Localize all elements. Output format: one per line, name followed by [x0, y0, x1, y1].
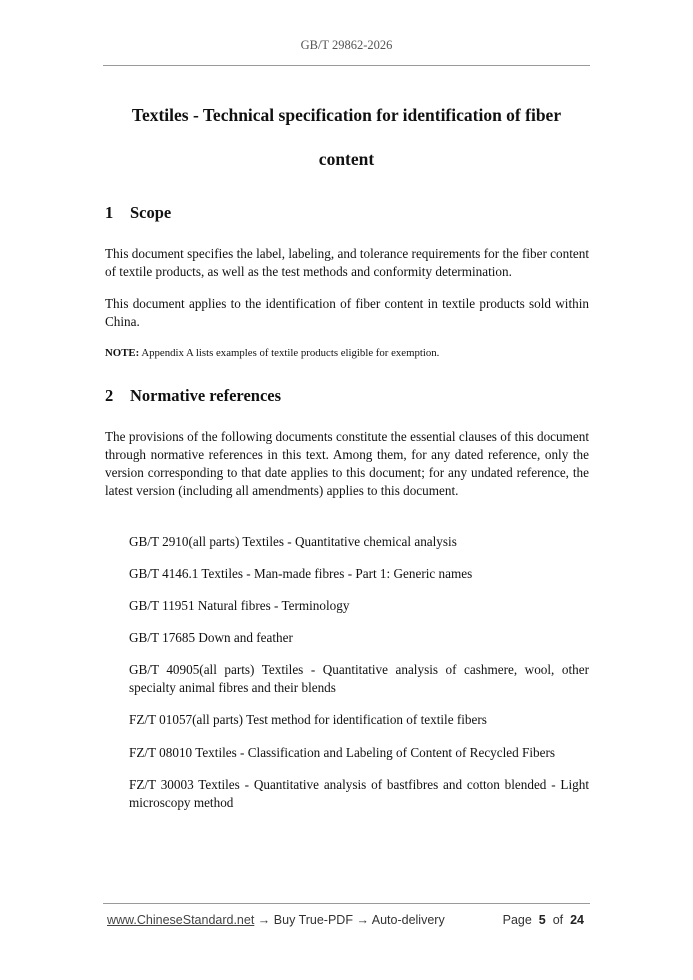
total-pages-number: 24: [570, 913, 584, 927]
reference-item: GB/T 2910(all parts) Textiles - Quantitative chemical analysis: [129, 534, 457, 549]
of-word: of: [552, 913, 564, 927]
reference-item: FZ/T 08010 Textiles - Classification and Labeling of Content of Recycled Fibers: [129, 745, 556, 760]
normative-intro-paragraph: The provisions of the following documents constitute the essential clauses of this document through normative references in this text. Among them, for any dated reference, only the version corresponding to that date applies to this document; for any undated reference, the latest version (including all amendments) applies to this document.: [105, 429, 589, 498]
header-doc-code: GB/T 29862-2026: [300, 38, 393, 52]
note-text: Appendix A lists examples of textile products eligible for exemption.: [141, 347, 440, 359]
note-label: NOTE:: [105, 347, 140, 359]
section-heading-normative-references: [105, 386, 281, 406]
current-page-number: 5: [538, 913, 546, 927]
footer-delivery-text: Auto-delivery: [371, 913, 445, 927]
page-word: Page: [502, 913, 532, 927]
footer-divider: [103, 903, 590, 904]
footer-site-link[interactable]: www.ChineseStandard.net: [107, 913, 255, 927]
scope-note: [105, 346, 589, 360]
reference-item: GB/T 40905(all parts) Textiles - Quantitative analysis of cashmere, wool, other specialty animal fibres and their blends: [129, 662, 589, 695]
reference-item: FZ/T 30003 Textiles - Quantitative analysis of bastfibres and cotton blended - Light microscopy method: [129, 777, 589, 810]
section-number: 2: [105, 386, 114, 405]
reference-item: GB/T 17685 Down and feather: [129, 630, 293, 645]
page-indicator: [503, 913, 584, 927]
header-divider: [103, 65, 590, 66]
footer-buy-text: Buy True-PDF: [273, 913, 353, 927]
section-title: Scope: [130, 203, 172, 222]
section-heading-scope: [105, 203, 171, 223]
document-title: Textiles - Technical specification for identification of fiber content: [131, 105, 562, 169]
scope-paragraph: This document specifies the label, labeling, and tolerance requirements for the fiber content of textile products, as well as the test methods and conformity determination.: [105, 246, 589, 279]
arrow-right-icon: →: [257, 913, 271, 927]
arrow-right-icon: →: [356, 913, 369, 927]
page-footer: [107, 913, 587, 931]
scope-paragraph: This document applies to the identification of fiber content in textile products sold within China.: [105, 296, 589, 329]
reference-item: GB/T 4146.1 Textiles - Man-made fibres - Part 1: Generic names: [129, 566, 473, 581]
reference-item: GB/T 11951 Natural fibres - Terminology: [129, 598, 350, 613]
section-number: 1: [105, 203, 114, 222]
section-title: Normative references: [130, 386, 282, 405]
reference-item: FZ/T 01057(all parts) Test method for identification of textile fibers: [129, 712, 487, 727]
